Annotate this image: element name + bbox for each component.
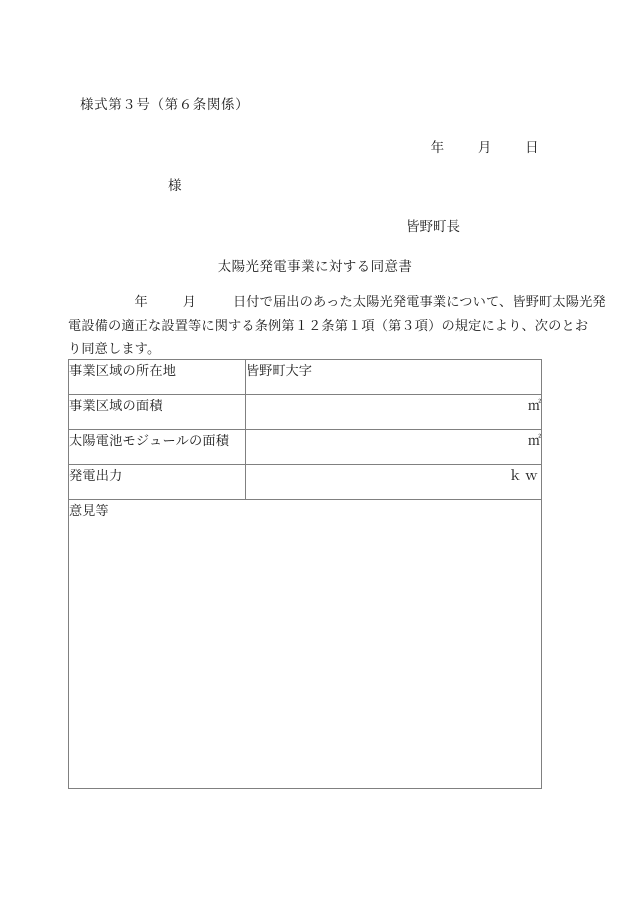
issuer-name: 皆野町長 — [406, 219, 460, 234]
row-value-opinion[interactable] — [69, 526, 542, 789]
date-year-label: 年 — [430, 140, 445, 155]
row-value-power-output[interactable]: ｋｗ — [246, 465, 542, 500]
row-value-module-area[interactable]: ㎡ — [246, 430, 542, 465]
table-row — [69, 360, 542, 395]
consent-details-table — [68, 359, 542, 789]
row-label-opinion: 意見等 — [69, 500, 542, 527]
body-month-label: 月 — [182, 294, 197, 309]
body-year-label: 年 — [134, 294, 148, 309]
row-value-site-area[interactable]: ㎡ — [246, 395, 542, 430]
body-line-1 — [68, 290, 606, 314]
table-row — [69, 465, 542, 500]
table-row — [69, 526, 542, 789]
body-paragraph — [68, 290, 606, 361]
date-month-label: 月 — [477, 140, 492, 155]
row-label-site-area: 事業区域の面積 — [69, 395, 246, 430]
row-label-site-location: 事業区域の所在地 — [69, 360, 246, 395]
date-line — [0, 136, 560, 156]
date-day-label: 日 — [525, 140, 539, 155]
form-number: 様式第３号（第６条関係） — [80, 97, 250, 112]
body-line-2: 電設備の適正な設置等に関する条例第１２条第１項（第３項）の規定により、次のとお — [68, 317, 589, 333]
document-title: 太陽光発電事業に対する同意書 — [217, 259, 413, 274]
row-label-power-output: 発電出力 — [69, 465, 246, 500]
table-row — [69, 395, 542, 430]
table-row — [69, 430, 542, 465]
body-line-3: り同意します。 — [68, 341, 161, 356]
addressee-honorific: 様 — [168, 178, 182, 193]
body-line-1-text: 日付で届出のあった太陽光発電事業について、皆野町太陽光発 — [232, 294, 606, 309]
row-value-site-location[interactable]: 皆野町大字 — [246, 360, 542, 395]
table-row — [69, 500, 542, 527]
row-label-module-area: 太陽電池モジュールの面積 — [69, 430, 246, 465]
